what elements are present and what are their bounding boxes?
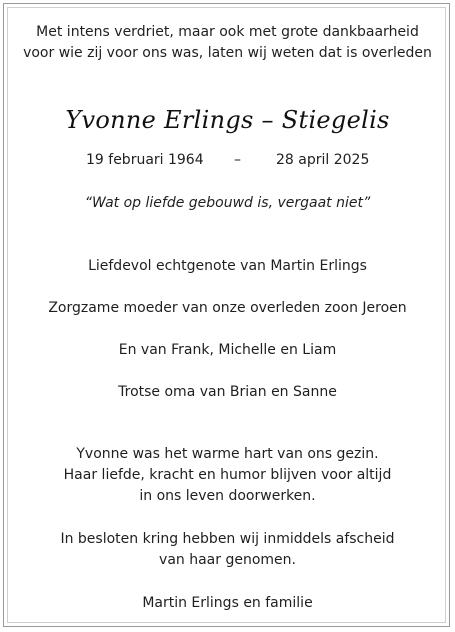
date-separator: – [234, 152, 241, 168]
family-line-children: En van Frank, Michelle en Liam [118, 342, 337, 358]
tribute-line-3: in ons leven doorwerken. [139, 488, 316, 504]
signature: Martin Erlings en familie [142, 595, 313, 611]
life-dates [0, 151, 455, 169]
family-line-grandchildren: Trotse oma van Brian en Sanne [118, 384, 337, 400]
family-line-son: Zorgzame moeder van onze overleden zoon Jeroen [48, 300, 407, 316]
family-line-spouse: Liefdevol echtgenote van Martin Erlings [88, 258, 367, 274]
intro-line-2: voor wie zij voor ons was, laten wij weten dat is overleden [23, 45, 432, 61]
farewell-line-1: In besloten kring hebben wij inmiddels afscheid [60, 531, 395, 547]
deceased-name: Yvonne Erlings – Stiegelis [65, 106, 390, 134]
farewell-line-2: van haar genomen. [159, 552, 296, 568]
birth-date: 19 februari 1964 [86, 152, 204, 168]
death-date: 28 april 2025 [276, 152, 370, 168]
tribute-line-2: Haar liefde, kracht en humor blijven voor altijd [63, 467, 392, 483]
intro-line-1: Met intens verdriet, maar ook met grote dankbaarheid [36, 24, 419, 40]
memorial-quote: “Wat op liefde gebouwd is, vergaat niet” [84, 195, 371, 211]
tribute-line-1: Yvonne was het warme hart van ons gezin. [76, 446, 379, 462]
